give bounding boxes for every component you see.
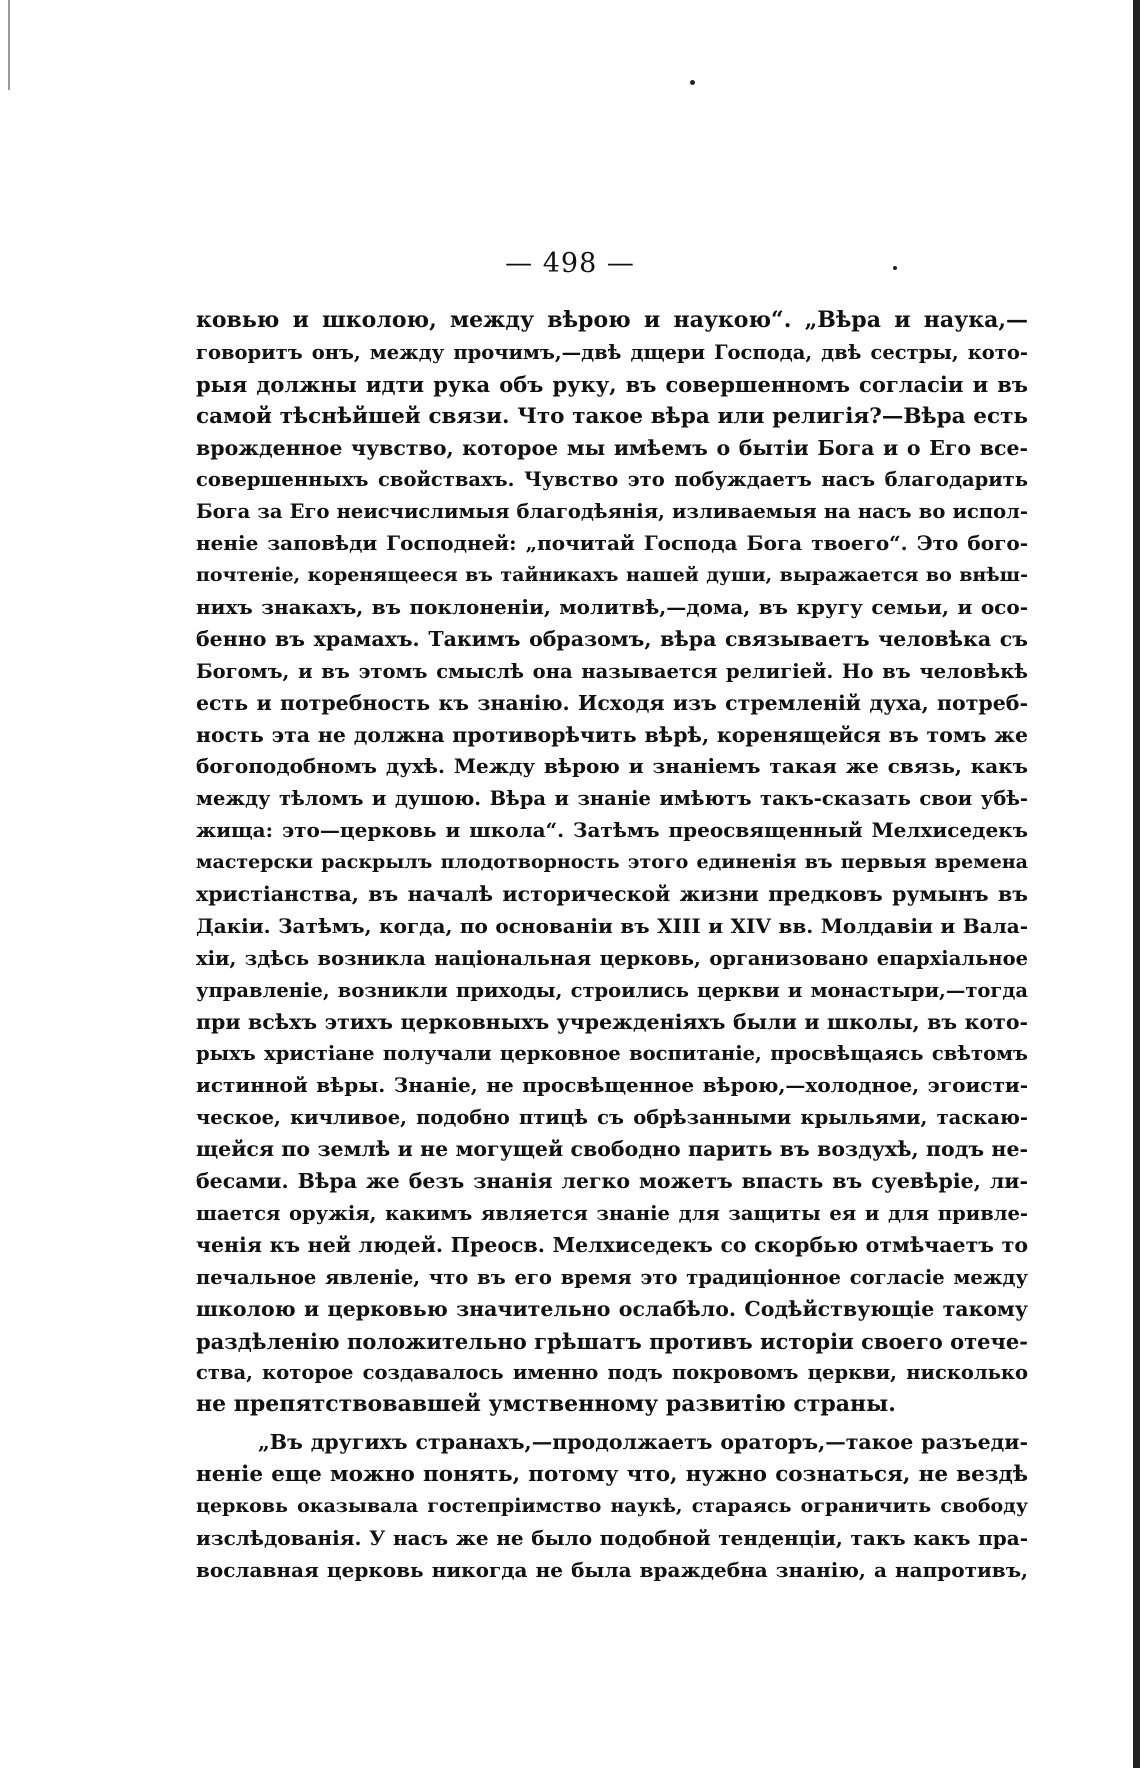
text-line: самой тѣснѣйшей связи. Что такое вѣра или религія?—Вѣра есть xyxy=(196,403,1028,429)
text-line: мастерски раскрылъ плодотворность этого единенія въ первыя времена xyxy=(196,851,1028,874)
text-line: ковью и школою, между вѣрою и наукою“. „Вѣра и наука,— xyxy=(196,307,1028,333)
text-line: ность эта не должна противорѣчить вѣрѣ, коренящейся въ томъ же xyxy=(196,722,1028,747)
body-text xyxy=(196,305,1028,1587)
page-number: — 498 — xyxy=(505,248,635,279)
text-line: врожденное чувство, которое мы имѣемъ о бытіи Бога и о Его все- xyxy=(196,435,1028,460)
text-line: истинной вѣры. Знаніе, не просвѣщенное вѣрою,—холодное, эгоисти- xyxy=(196,1073,1028,1098)
text-line: хіи, здѣсь возникла національная церковь, организовано епархіальное xyxy=(196,946,1028,970)
text-line: раздѣленію положительно грѣшатъ противъ исторіи своего отече- xyxy=(196,1328,1028,1354)
text-line: щейся по землѣ и не могущей свободно парить въ воздухѣ, подъ не- xyxy=(196,1137,1028,1162)
text-line: ства, которое создавалось именно подъ покровомъ церкви, нисколько xyxy=(196,1361,1028,1385)
text-line: христіанства, въ началѣ исторической жизни предковъ румынъ въ xyxy=(196,882,1028,907)
text-line: шается оружія, какимъ является знаніе для защиты ея и для привле- xyxy=(196,1201,1028,1225)
text-line: ченія къ ней людей. Преосв. Мелхиседекъ со скорбью отмѣчаетъ то xyxy=(196,1232,1028,1257)
text-line: „Въ другихъ странахъ,—продолжаетъ ораторъ,—такое разъеди- xyxy=(258,1430,1028,1455)
text-line: почтеніе, коренящееся въ тайникахъ нашей души, выражается во внѣш- xyxy=(196,564,1028,587)
text-line: Богомъ, и въ этомъ смыслѣ она называется религіей. Но въ человѣкѣ xyxy=(196,659,1028,683)
text-line: есть и потребность къ знанію. Исходя изъ стремленій духа, потреб- xyxy=(196,690,1028,715)
text-line: рыя должны идти рука объ руку, въ совершенномъ согласіи и въ xyxy=(196,371,1028,397)
text-line: управленіе, возникли приходы, строились церкви и монастыри,—тогда xyxy=(196,978,1028,1002)
text-line: ческое, кичливое, подобно птицѣ съ обрѣзанными крыльями, таскаю- xyxy=(196,1106,1028,1130)
text-line: не препятствовавшей умственному развитію страны. xyxy=(196,1391,896,1418)
text-line: между тѣломъ и душою. Вѣра и знаніе имѣютъ такъ-сказать свои убѣ- xyxy=(196,787,1028,811)
scan-speck xyxy=(690,80,695,85)
text-line: при всѣхъ этихъ церковныхъ учрежденіяхъ были и школы, въ кото- xyxy=(196,1009,1028,1034)
text-line: жища: это—церковь и школа“. Затѣмъ преосвященный Мелхиседекъ xyxy=(196,818,1028,843)
scan-edge-left xyxy=(8,0,10,90)
text-line: печальное явленіе, что въ его время это традиціонное согласіе между xyxy=(196,1265,1028,1289)
text-line: церковь оказывала гостепріимство наукѣ, стараясь ограничить свободу xyxy=(196,1494,1028,1517)
text-line: Дакіи. Затѣмъ, когда, по основаніи въ XIII и XIV вв. Молдавіи и Вала- xyxy=(196,913,1028,938)
text-line: совершенныхъ свойствахъ. Чувство это побуждаетъ насъ благодарить xyxy=(196,468,1028,492)
text-line: вославная церковь никогда не была враждебна знанію, а напротивъ, xyxy=(196,1557,1028,1582)
text-line: неніе заповѣди Господней: „почитай Господа Бога твоего“. Это бого- xyxy=(196,531,1028,556)
text-line: нихъ знакахъ, въ поклоненіи, молитвѣ,—дома, въ кругу семьи, и осо- xyxy=(196,595,1028,620)
text-line: изслѣдованія. У насъ же не было подобной тенденціи, такъ какъ пра- xyxy=(196,1525,1028,1550)
text-line: школою и церковью значительно ослабѣло. Содѣйствующіе такому xyxy=(196,1296,1028,1321)
paragraph xyxy=(196,305,1028,1421)
text-line: неніе еще можно понять, потому что, нужно сознаться, не вездѣ xyxy=(196,1462,1028,1488)
text-line: говоритъ онъ, между прочимъ,—двѣ дщери Господа, двѣ сестры, кото- xyxy=(196,340,1028,364)
text-line: Бога за Его неисчислимыя благодѣянія, изливаемыя на насъ во испол- xyxy=(196,500,1028,524)
text-line: бесами. Вѣра же безъ знанія легко можетъ впасть въ суевѣріе, ли- xyxy=(196,1169,1028,1194)
text-line: богоподобномъ духѣ. Между вѣрою и знаніемъ такая же связь, какъ xyxy=(196,754,1028,779)
paragraph xyxy=(196,1427,1028,1586)
text-line: рыхъ христіане получали церковное воспитаніе, просвѣщаясь свѣтомъ xyxy=(196,1042,1028,1066)
text-line: бенно въ храмахъ. Такимъ образомъ, вѣра связываетъ человѣка съ xyxy=(196,626,1028,651)
